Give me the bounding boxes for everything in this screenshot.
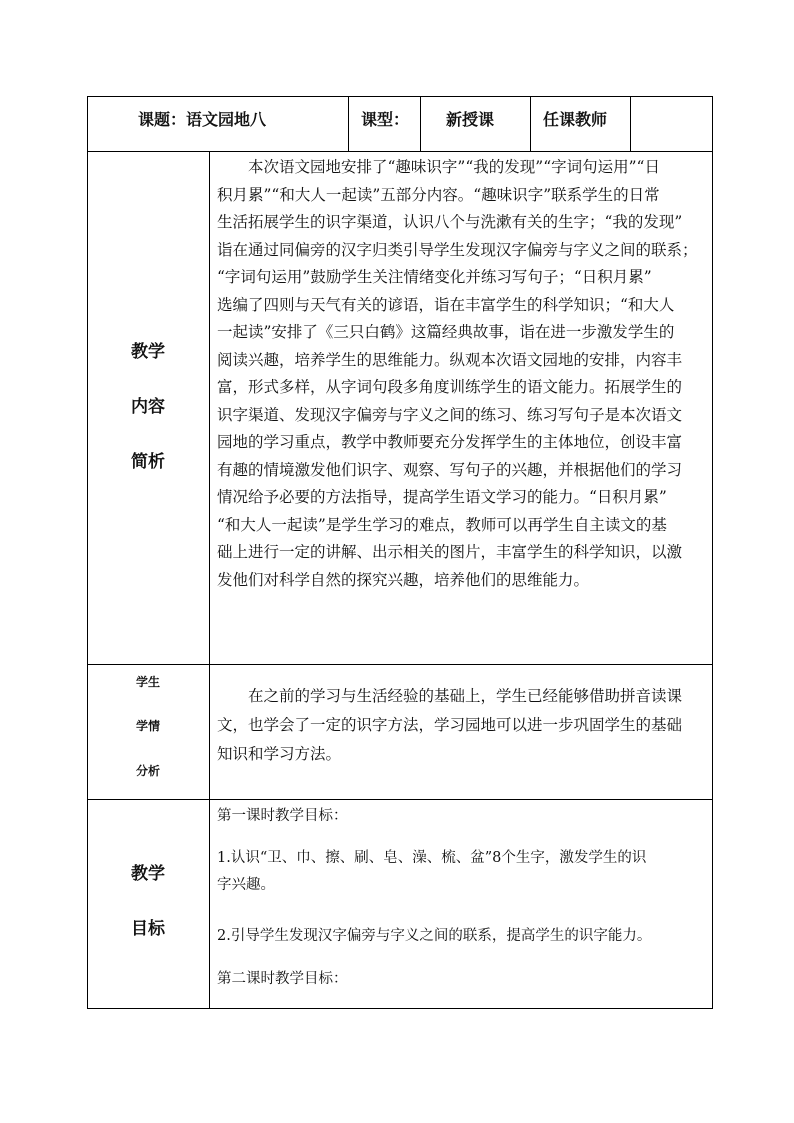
lesson-type-value: 新授课 [446, 110, 495, 129]
table-border-top [87, 96, 713, 97]
header-divider-1 [348, 96, 349, 152]
lesson1-goals-title [217, 803, 348, 830]
lesson-type-label: 课型： [361, 110, 410, 129]
header-divider-3 [530, 96, 531, 152]
row-divider-1 [87, 151, 713, 152]
student-analysis-label-1: 学生 [135, 675, 160, 689]
text-line: 在之前的学习与生活经验的基础上，学生已经能够借助拼音读课 [248, 687, 683, 705]
text-line: 2.引导学生发现汉字偏旁与字义之间的联系，提高学生的识字能力。 [217, 928, 652, 944]
student-analysis-label-3: 分析 [135, 764, 160, 778]
goal-heading: 第一课时教学目标： [217, 808, 348, 824]
text-line: 情况给予必要的方法指导，提高学生语文学习的能力。“日积月累” [217, 488, 667, 506]
header-divider-2 [420, 96, 421, 152]
goal-1 [217, 845, 646, 899]
row-divider-2 [87, 664, 713, 665]
label-column-divider [209, 151, 210, 1009]
student-analysis-label-2: 学情 [135, 719, 160, 733]
teacher-label: 任课教师 [543, 110, 608, 129]
text-line: 本次语文园地安排了“趣味识字”“我的发现”“字词句运用”“日 [248, 158, 660, 176]
content-analysis-label-1: 教学 [131, 342, 165, 362]
text-line: 园地的学习重点，教学中教师要充分发挥学生的主体地位，创设丰富 [217, 433, 683, 451]
content-analysis-label-3: 简析 [131, 452, 165, 472]
text-line: 有趣的情境激发他们识字、观察、写句子的兴趣，并根据他们的学习 [217, 460, 683, 479]
text-line: 选编了四则与天气有关的谚语，诣在丰富学生的科学知识；“和大人 [217, 295, 675, 314]
text-line: 发他们对科学自然的探究兴趣，培养他们的思维能力。 [217, 570, 590, 589]
text-line: 阅读兴趣，培养学生的思维能力。纵观本次语文园地的安排，内容丰 [217, 350, 683, 369]
row-divider-3 [87, 799, 713, 800]
text-line: 识字渠道、发现汉字偏旁与字义之间的练习、练习写句子是本次语文 [217, 405, 683, 424]
lesson2-goals-title [217, 966, 348, 993]
student-analysis-text [217, 682, 682, 769]
text-line: 积月累”“和大人一起读”五部分内容。“趣味识字”联系学生的日常 [217, 185, 660, 204]
teaching-goals-label-1: 教学 [131, 864, 165, 884]
goal-heading: 第二课时教学目标： [217, 971, 348, 987]
text-line: “和大人一起读”是学生学习的难点，教师可以再学生自主读文的基 [217, 515, 667, 534]
content-analysis-text [217, 154, 698, 594]
text-line: “字词句运用”鼓励学生关注情绪变化并练习写句子；“日积月累” [217, 268, 652, 286]
table-border-right [712, 96, 713, 1009]
text-line: 础上进行一定的讲解、出示相关的图片，丰富学生的科学知识，以激 [217, 543, 683, 561]
table-border-bottom [87, 1008, 713, 1009]
content-analysis-label-2: 内容 [131, 397, 165, 417]
teaching-goals-label-2: 目标 [131, 919, 165, 939]
goal-2 [217, 923, 651, 950]
lesson-topic: 课题：语文园地八 [138, 110, 267, 129]
text-line: 富，形式多样，从字词句段多角度训练学生的语文能力。拓展学生的 [217, 378, 683, 396]
header-divider-4 [630, 96, 631, 152]
text-line: 诣在通过同偏旁的汉字归类引导学生发现汉字偏旁与字义之间的联系； [217, 240, 698, 259]
text-line: 知识和学习方法。 [217, 745, 342, 763]
text-line: 生活拓展学生的识字渠道，认识八个与洗漱有关的生字；“我的发现” [217, 213, 683, 231]
text-line: 1.认识“卫、巾、擦、刷、皂、澡、梳、盆”8个生字，激发学生的识 [217, 850, 647, 866]
text-line: 文，也学会了一定的识字方法，学习园地可以进一步巩固学生的基础 [217, 716, 683, 734]
text-line: 一起读”安排了《三只白鹤》这篇经典故事，诣在进一步激发学生的 [217, 323, 675, 341]
text-line: 字兴趣。 [217, 877, 275, 893]
